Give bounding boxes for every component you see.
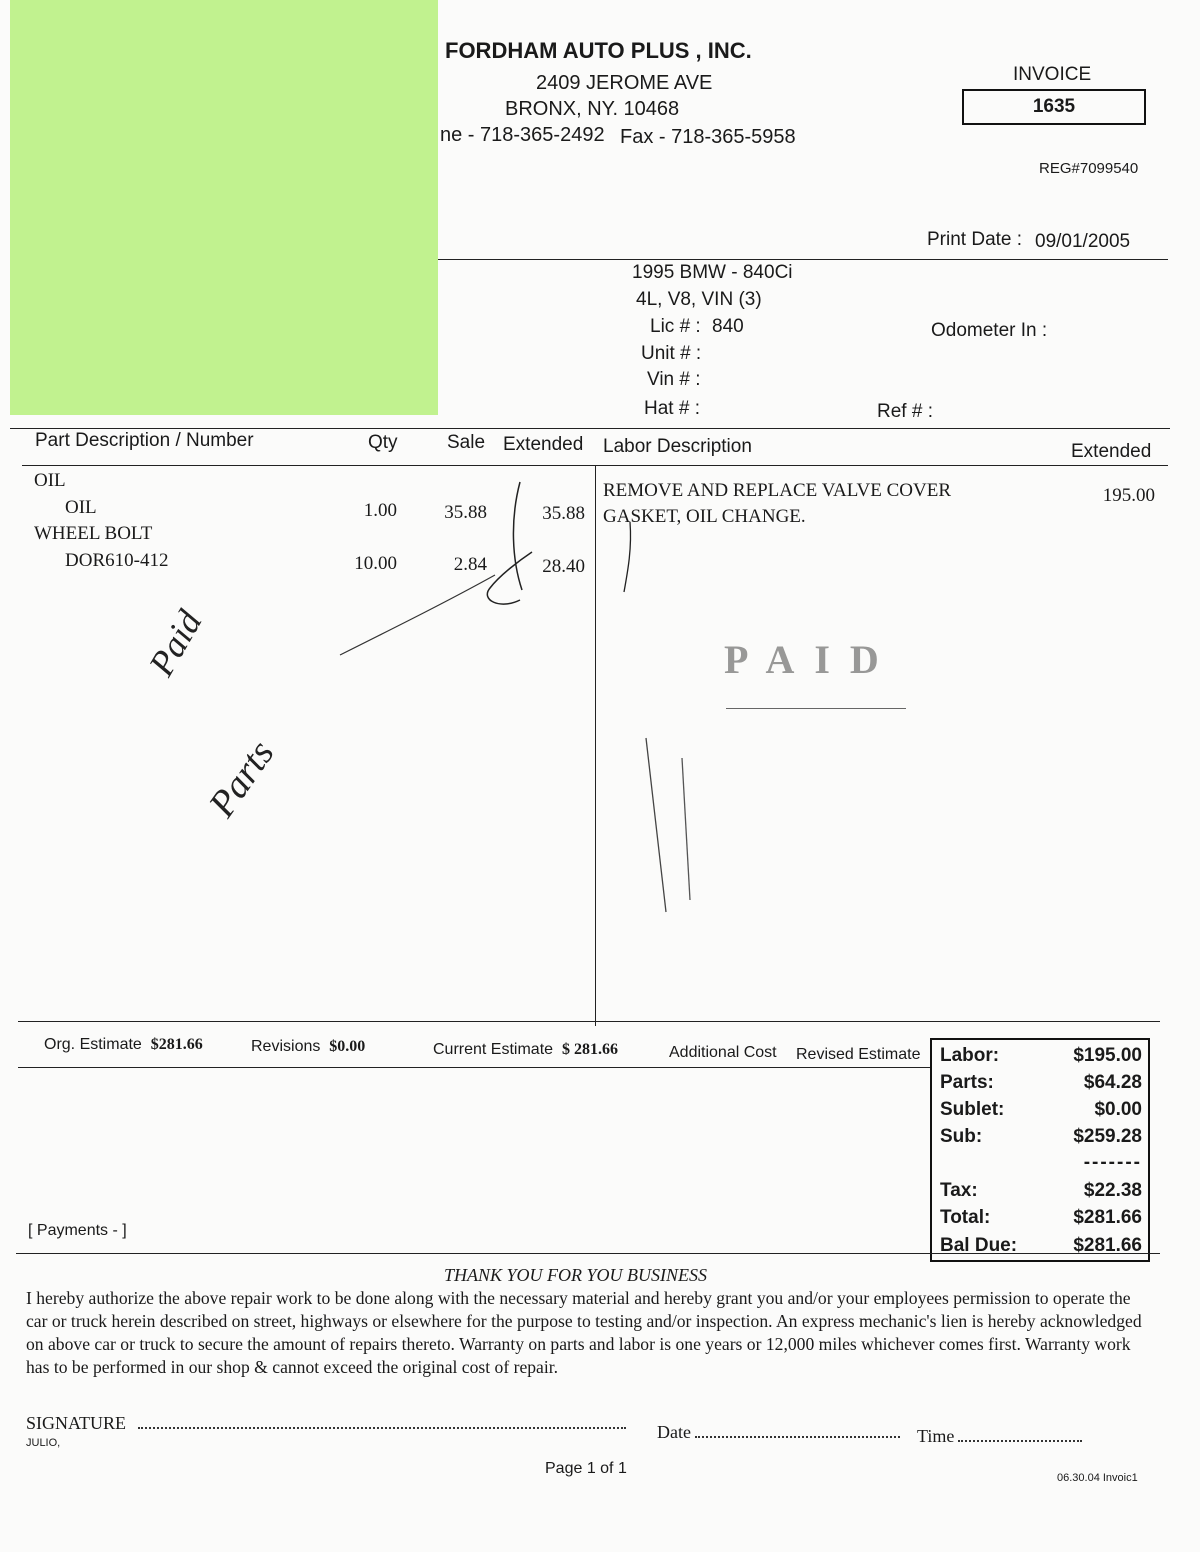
labor-line-2: GASKET, OIL CHANGE. <box>603 506 806 527</box>
page-number: Page 1 of 1 <box>545 1460 627 1477</box>
labor-line-1: REMOVE AND REPLACE VALVE COVER <box>603 480 952 501</box>
part-name: DOR610-412 <box>65 550 169 571</box>
part-category: WHEEL BOLT <box>34 523 153 544</box>
estimates-rule <box>18 1067 930 1068</box>
revisions-label: Revisions <box>251 1038 321 1055</box>
sublet-total-label: Sublet: <box>940 1099 1005 1120</box>
odometer-label: Odometer In : <box>931 320 1048 341</box>
payments-line: [ Payments - ] <box>28 1222 127 1239</box>
date-label: Date <box>657 1422 691 1442</box>
handwritten-note-2: Parts <box>200 733 283 825</box>
col-part-desc: Part Description / Number <box>35 430 254 451</box>
handwritten-note-1: Paid <box>140 603 210 683</box>
time-label: Time <box>917 1426 955 1446</box>
vehicle-engine: 4L, V8, VIN (3) <box>636 289 762 310</box>
sub-total-value: $259.28 <box>1073 1126 1142 1147</box>
vehicle-model: 1995 BMW - 840Ci <box>632 262 793 283</box>
tax-total-value: $22.38 <box>1083 1180 1142 1201</box>
footer-rule <box>16 1253 1160 1254</box>
org-estimate-value: $281.66 <box>150 1036 203 1053</box>
part-name: OIL <box>65 497 97 518</box>
col-extended: Extended <box>503 434 584 455</box>
print-date-label: Print Date : <box>927 229 1023 250</box>
grand-total-value: $281.66 <box>1073 1207 1142 1228</box>
current-estimate-value: $ 281.66 <box>561 1041 618 1058</box>
sublet-total-value: $0.00 <box>1094 1099 1142 1120</box>
legal-text: I hereby authorize the above repair work to be done along with the necessary material and hereby grant you and/or your employees permission to operate the car or truck herein described on street, highways or elsewhere for the purpose to testing and/or inspection. An express mechanic's lien is hereby acknowledged on above car or truck to secure the amount of repairs thereto. Warranty on parts and labor is one years or 12,000 miles whichever comes first. Warranty work has to be performed in our shop & cannot exceed the original cost of repair. <box>26 1288 1142 1377</box>
unit-label: Unit # : <box>641 343 702 364</box>
hat-label: Hat # : <box>644 398 700 419</box>
company-address-1: 2409 JEROME AVE <box>536 72 713 94</box>
signature-line <box>138 1427 626 1429</box>
totals-divider-text: ------- <box>1083 1152 1142 1173</box>
revised-estimate-label: Revised Estimate <box>796 1046 921 1063</box>
part-extended: 28.40 <box>542 556 585 577</box>
signer-name: JULIO, <box>26 1437 61 1449</box>
additional-cost-label: Additional Cost <box>669 1044 777 1061</box>
print-date: 09/01/2005 <box>1035 231 1131 252</box>
revisions <box>251 1038 365 1056</box>
reg-number: REG#7099540 <box>1039 160 1139 177</box>
part-qty: 1.00 <box>363 500 397 521</box>
sub-total-label: Sub: <box>940 1126 983 1147</box>
parts-total-value: $64.28 <box>1083 1072 1142 1093</box>
part-qty: 10.00 <box>354 553 397 574</box>
table-bottom-rule <box>18 1021 1160 1022</box>
col-labor-desc: Labor Description <box>603 436 752 457</box>
lic-value: 840 <box>712 316 744 337</box>
labor-amount: 195.00 <box>1102 485 1155 506</box>
thank-you-note: THANK YOU FOR YOU BUSINESS <box>444 1265 708 1285</box>
org-estimate <box>44 1036 203 1054</box>
company-phone: ne - 718-365-2492 <box>440 124 605 146</box>
ref-label: Ref # : <box>877 401 933 422</box>
totals-box <box>930 1038 1150 1262</box>
current-estimate <box>433 1041 618 1059</box>
labor-total-value: $195.00 <box>1073 1045 1142 1066</box>
labor-total-label: Labor: <box>940 1045 1000 1066</box>
form-code: 06.30.04 Invoic1 <box>1057 1472 1138 1484</box>
col-qty: Qty <box>368 432 398 453</box>
paid-stamp: PAID <box>724 637 899 682</box>
invoice-number: 1635 <box>962 89 1146 125</box>
grand-total-label: Total: <box>940 1207 991 1228</box>
company-name: FORDHAM AUTO PLUS , INC. <box>445 38 752 63</box>
revisions-value: $0.00 <box>329 1038 366 1055</box>
current-estimate-label: Current Estimate <box>433 1041 554 1058</box>
part-sale: 35.88 <box>444 502 487 523</box>
vin-label: Vin # : <box>647 369 701 390</box>
tax-total-label: Tax: <box>940 1180 978 1201</box>
part-extended: 35.88 <box>542 503 585 524</box>
part-category: OIL <box>34 470 66 491</box>
org-estimate-label: Org. Estimate <box>44 1036 142 1053</box>
balance-due-label: Bal Due: <box>940 1235 1018 1256</box>
invoice-label: INVOICE <box>1013 64 1092 85</box>
balance-due-value: $281.66 <box>1073 1235 1142 1256</box>
date-line <box>695 1436 900 1438</box>
parts-total-label: Parts: <box>940 1072 994 1093</box>
signature-label: SIGNATURE <box>26 1413 127 1433</box>
part-sale: 2.84 <box>453 554 487 575</box>
company-fax: Fax - 718-365-5958 <box>620 126 796 148</box>
lic-label: Lic # : <box>650 316 701 337</box>
col-labor-extended: Extended <box>1071 441 1152 462</box>
col-sale: Sale <box>447 432 486 453</box>
company-address-2: BRONX, NY. 10468 <box>505 98 680 120</box>
time-line <box>958 1440 1082 1442</box>
